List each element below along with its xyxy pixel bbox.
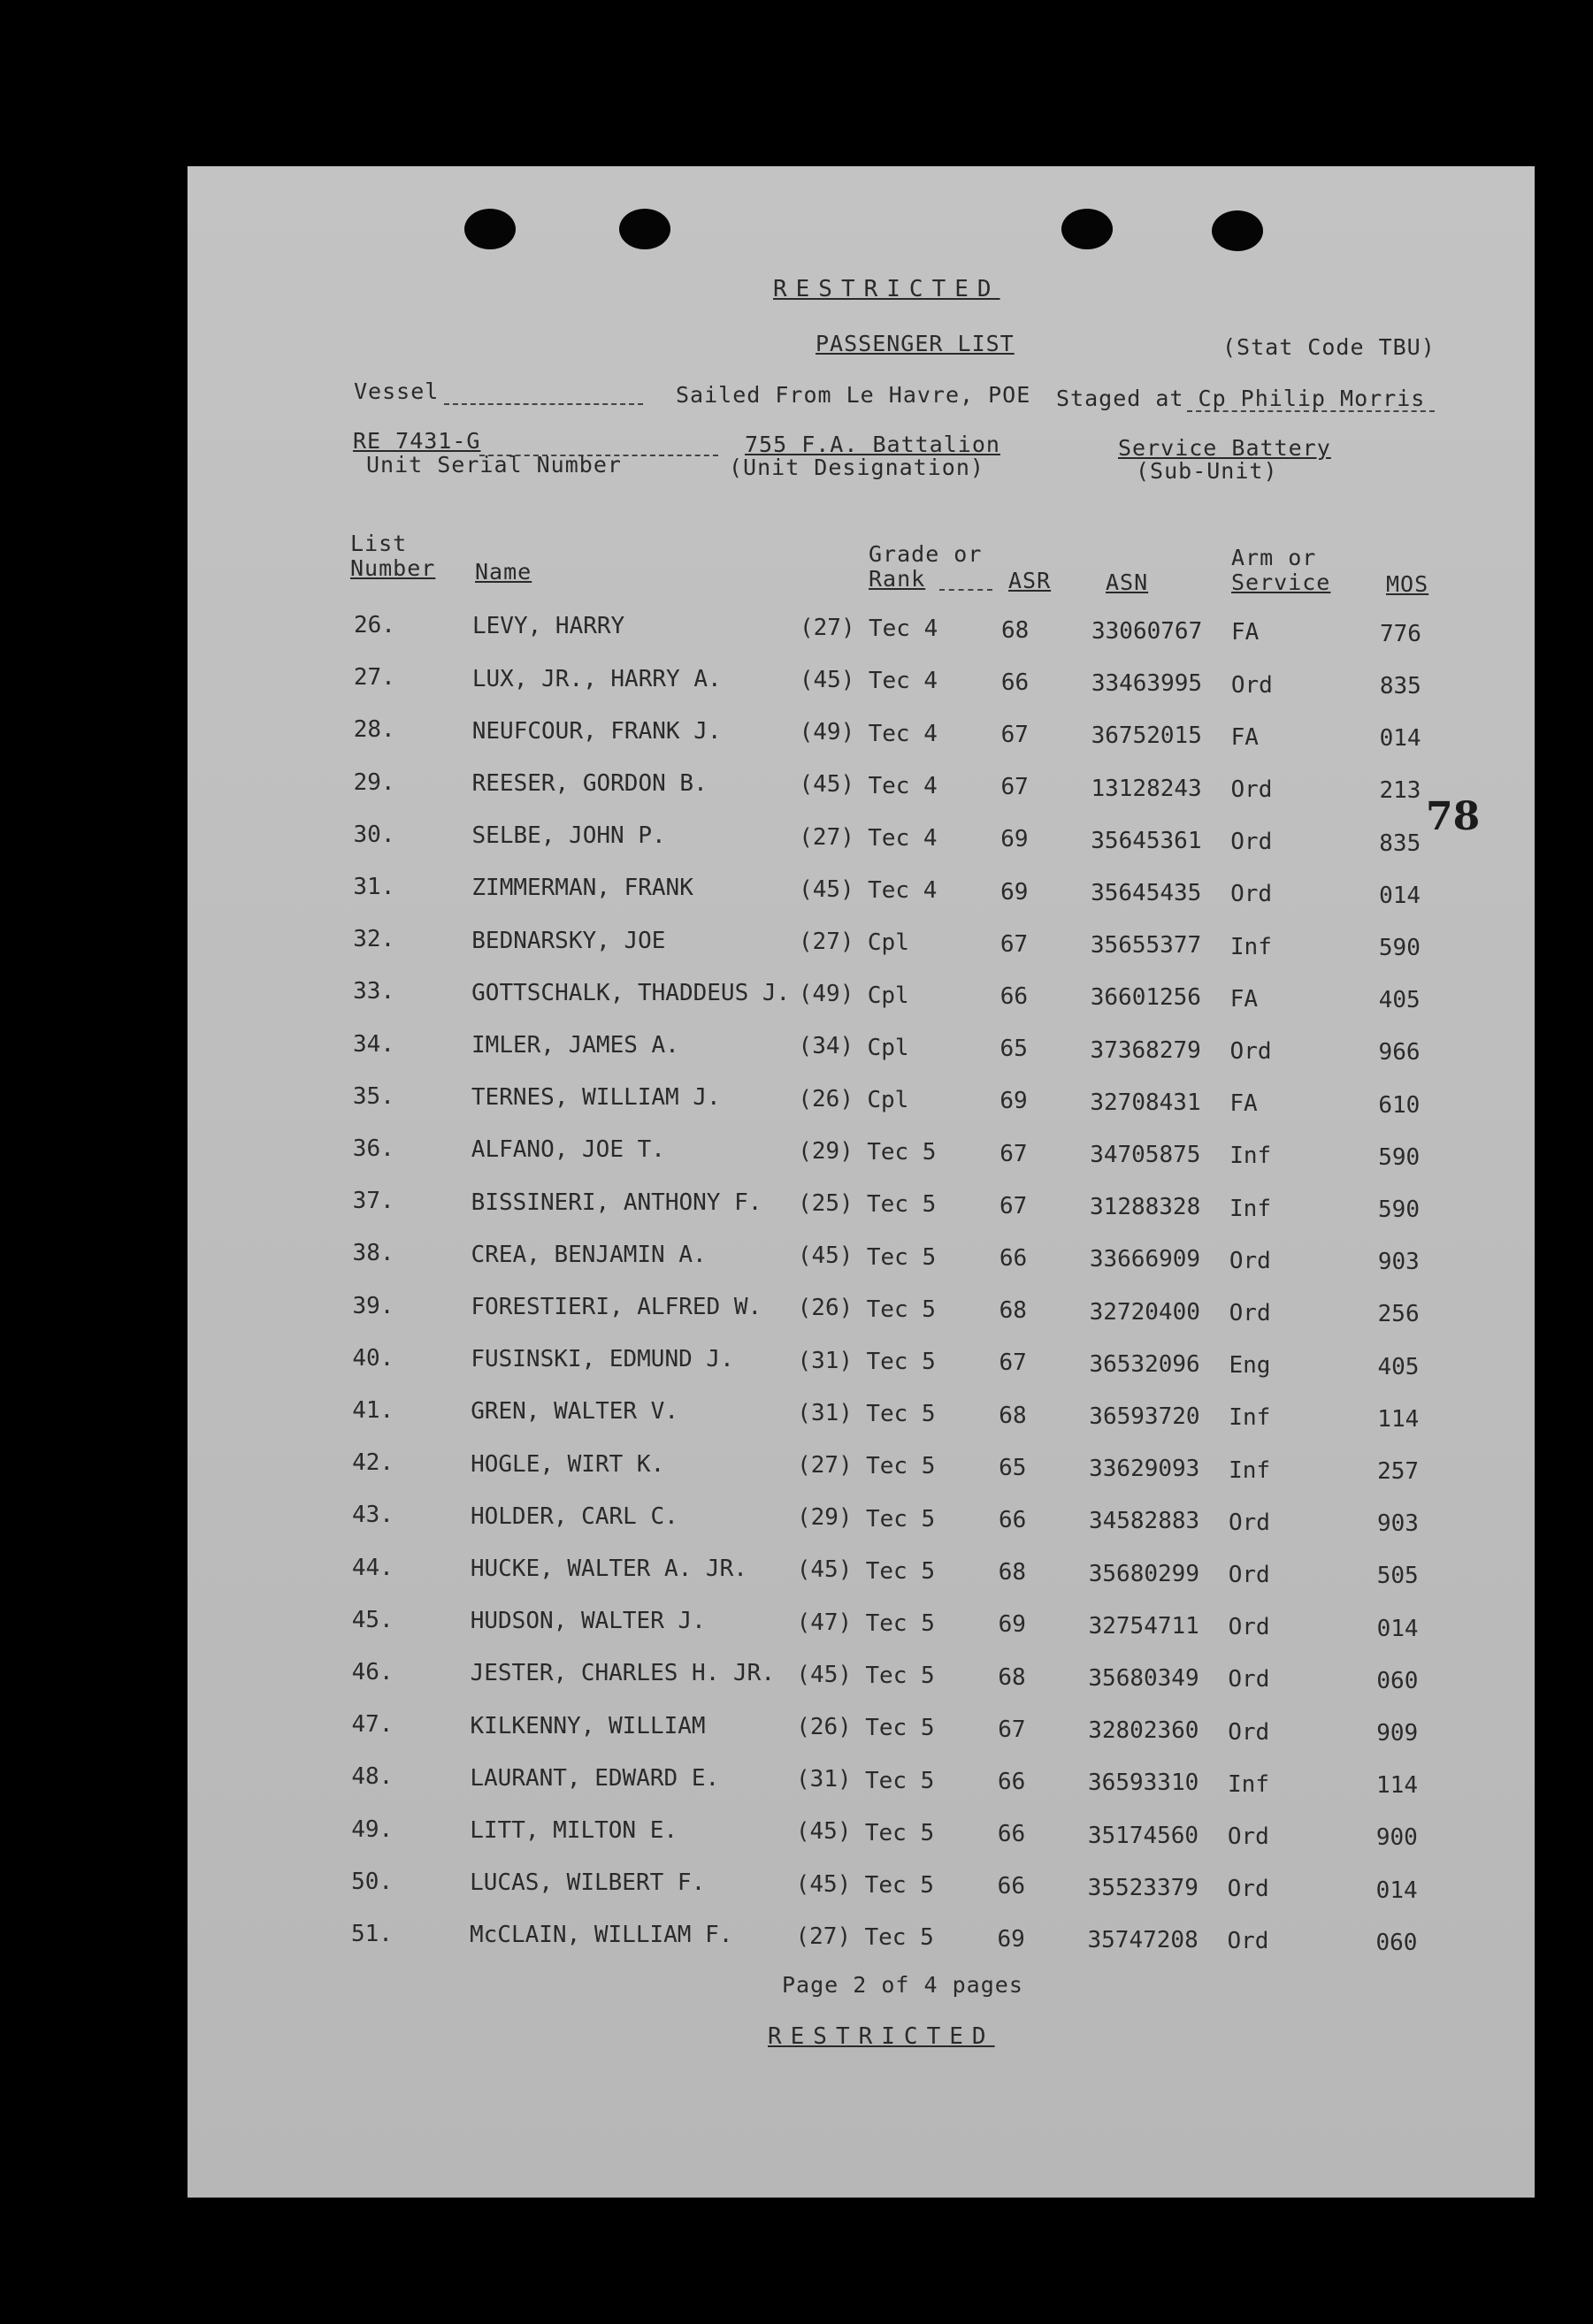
list-number: 35.	[352, 1082, 394, 1110]
mos-code: 776	[1380, 620, 1421, 647]
grade-rank: Tec 5	[866, 1296, 936, 1323]
passenger-name: LEVY, HARRY	[472, 613, 625, 640]
arm-service: Ord	[1229, 1299, 1271, 1326]
list-number: 34.	[353, 1030, 394, 1058]
asn-value: 35680349	[1088, 1665, 1199, 1692]
table-row	[188, 874, 1535, 909]
age-code: (34)	[798, 1033, 854, 1060]
passenger-name: LITT, MILTON E.	[470, 1816, 678, 1844]
col-header-grade-1: Grade or	[869, 541, 983, 567]
arm-service: Inf	[1229, 1195, 1271, 1222]
list-number: 47.	[351, 1711, 394, 1739]
table-row	[188, 926, 1535, 961]
punch-hole	[464, 209, 516, 249]
grade-header-line	[939, 589, 992, 591]
sailed-from: Sailed From Le Havre, POE	[676, 382, 1031, 408]
passenger-name: BISSINERI, ANTHONY F.	[471, 1189, 762, 1216]
mos-code: 900	[1375, 1824, 1418, 1852]
asr-value: 66	[998, 1506, 1027, 1533]
table-row	[188, 1555, 1535, 1590]
table-row	[188, 822, 1535, 857]
grade-rank: Tec 5	[864, 1924, 934, 1952]
asn-value: 13128243	[1091, 775, 1202, 802]
asn-value: 35523379	[1087, 1874, 1199, 1901]
table-row	[188, 978, 1535, 1013]
age-code: (45)	[795, 1818, 852, 1846]
table-row	[188, 1711, 1535, 1747]
passenger-name: FUSINSKI, EDMUND J.	[471, 1346, 734, 1373]
grade-rank: Tec 4	[868, 720, 938, 747]
sub-unit-value: Service Battery	[1118, 435, 1331, 461]
age-code: (27)	[798, 928, 854, 955]
mos-code: 014	[1379, 882, 1421, 909]
list-number: 46.	[351, 1659, 394, 1686]
asr-value: 67	[998, 1716, 1026, 1743]
arm-service: FA	[1231, 619, 1260, 646]
col-header-asr: ASR	[1008, 568, 1052, 593]
table-row	[188, 1083, 1535, 1119]
staged-at-line	[1187, 410, 1435, 412]
passenger-name: McCLAIN, WILLIAM F.	[470, 1922, 733, 1949]
age-code: (27)	[795, 1923, 852, 1950]
list-number: 48.	[351, 1763, 394, 1791]
asr-value: 66	[997, 1873, 1025, 1900]
table-row	[188, 612, 1535, 647]
grade-rank: Tec 5	[865, 1767, 935, 1794]
asr-value: 65	[999, 1454, 1027, 1481]
asr-value: 66	[997, 1821, 1026, 1848]
passenger-name: GOTTSCHALK, THADDEUS J.	[471, 979, 791, 1006]
age-code: (45)	[796, 1661, 853, 1688]
asn-value: 36532096	[1089, 1350, 1200, 1378]
asn-value: 36593310	[1088, 1770, 1199, 1797]
passenger-name: NEUFCOUR, FRANK J.	[471, 717, 722, 745]
grade-rank: Tec 4	[868, 772, 938, 799]
list-number: 37.	[352, 1188, 394, 1215]
table-row	[188, 664, 1535, 699]
table-row	[188, 1449, 1535, 1485]
age-code: (27)	[797, 1451, 853, 1479]
col-header-list-2: Number	[350, 555, 436, 581]
grade-rank: Tec 4	[868, 877, 938, 905]
col-header-mos: MOS	[1386, 571, 1429, 597]
asn-value: 33060767	[1091, 618, 1203, 645]
arm-service: Ord	[1229, 1037, 1272, 1065]
asn-value: 35747208	[1087, 1927, 1199, 1953]
arm-service: Ord	[1227, 1928, 1269, 1955]
asr-value: 68	[1001, 616, 1030, 644]
passenger-name: CREA, BENJAMIN A.	[471, 1241, 707, 1268]
asn-value: 32802360	[1088, 1717, 1199, 1745]
passenger-name: HOGLE, WIRT K.	[471, 1450, 665, 1478]
grade-rank: Cpl	[867, 982, 909, 1009]
age-code: (26)	[798, 1085, 854, 1112]
passenger-name: HUDSON, WALTER J.	[470, 1608, 706, 1635]
document-page	[188, 166, 1535, 2198]
arm-service: Ord	[1228, 1614, 1270, 1641]
list-number: 33.	[353, 978, 395, 1005]
table-row	[188, 769, 1535, 805]
mos-code: 257	[1377, 1457, 1420, 1485]
table-row	[188, 1188, 1535, 1223]
age-code: (25)	[798, 1189, 854, 1217]
passenger-name: GREN, WALTER V.	[471, 1398, 678, 1426]
passenger-name: TERNES, WILLIAM J.	[471, 1084, 721, 1112]
age-code: (26)	[797, 1295, 854, 1322]
age-code: (45)	[795, 1870, 852, 1898]
grade-rank: Tec 5	[866, 1243, 937, 1271]
list-number: 42.	[352, 1449, 394, 1477]
list-number: 29.	[353, 768, 395, 796]
grade-rank: Tec 5	[864, 1819, 935, 1846]
age-code: (29)	[798, 1137, 854, 1165]
restricted-heading-bottom: RESTRICTED	[768, 2023, 995, 2050]
asn-value: 33666909	[1089, 1246, 1201, 1273]
age-code: (29)	[796, 1504, 853, 1532]
list-number: 36.	[352, 1135, 394, 1162]
asr-value: 68	[999, 1402, 1027, 1429]
mos-code: 903	[1377, 1249, 1420, 1276]
list-number: 45.	[351, 1606, 394, 1633]
mos-code: 835	[1379, 829, 1421, 857]
passenger-name: HOLDER, CARL C.	[470, 1502, 678, 1530]
mos-code: 903	[1376, 1510, 1419, 1538]
passenger-name: IMLER, JAMES A.	[471, 1031, 679, 1059]
punch-hole	[1061, 209, 1113, 249]
staged-at: Staged at Cp Philip Morris	[1056, 386, 1426, 411]
table-row	[188, 1397, 1535, 1433]
arm-service: Ord	[1227, 1876, 1269, 1903]
arm-service: FA	[1230, 723, 1259, 751]
table-row	[188, 1345, 1535, 1380]
mos-code: 060	[1376, 1667, 1419, 1694]
age-code: (49)	[798, 981, 854, 1008]
mos-code: 060	[1375, 1929, 1418, 1956]
asn-value: 36593720	[1089, 1403, 1200, 1430]
list-number: 30.	[353, 821, 395, 848]
grade-rank: Tec 5	[866, 1348, 936, 1375]
asn-value: 32708431	[1090, 1089, 1201, 1116]
unit-serial-label: Unit Serial Number	[366, 452, 622, 478]
grade-rank: Tec 5	[866, 1401, 936, 1428]
list-number: 50.	[351, 1868, 394, 1895]
asn-value: 36601256	[1090, 984, 1201, 1012]
asn-value: 33629093	[1089, 1456, 1200, 1483]
list-number: 38.	[352, 1240, 394, 1267]
passenger-name: JESTER, CHARLES H. JR.	[470, 1660, 775, 1687]
passenger-list-title: PASSENGER LIST	[816, 331, 1015, 356]
list-number: 28.	[353, 716, 395, 744]
arm-service: Ord	[1230, 671, 1273, 699]
arm-service: FA	[1229, 1090, 1258, 1118]
vessel-blank	[444, 403, 643, 405]
unit-designation-label: (Unit Designation)	[729, 455, 984, 480]
list-number: 32.	[353, 926, 395, 953]
asn-value: 31288328	[1090, 1194, 1201, 1221]
grade-rank: Tec 5	[865, 1557, 936, 1585]
passenger-name: ZIMMERMAN, FRANK	[471, 875, 693, 902]
age-code: (27)	[800, 614, 855, 641]
mos-code: 114	[1377, 1405, 1420, 1433]
handwritten-note: 78	[1426, 794, 1481, 839]
arm-service: Inf	[1229, 933, 1272, 960]
mos-code: 114	[1376, 1772, 1418, 1800]
arm-service: Ord	[1228, 1561, 1270, 1588]
grade-rank: Tec 5	[867, 1191, 937, 1219]
mos-code: 014	[1379, 725, 1421, 753]
passenger-name: SELBE, JOHN P.	[471, 822, 666, 850]
age-code: (49)	[799, 719, 855, 746]
age-code: (26)	[796, 1713, 852, 1740]
mos-code: 610	[1378, 1091, 1421, 1119]
asn-value: 35174560	[1087, 1822, 1199, 1849]
arm-service: Ord	[1228, 1509, 1270, 1536]
arm-service: Ord	[1227, 1823, 1269, 1850]
asn-value: 35645361	[1091, 827, 1202, 854]
asn-value: 35645435	[1091, 880, 1202, 906]
list-number: 31.	[353, 874, 395, 900]
passenger-name: HUCKE, WALTER A. JR.	[470, 1555, 747, 1582]
grade-rank: Tec 4	[868, 668, 938, 695]
grade-rank: Cpl	[867, 1086, 909, 1113]
restricted-heading-top: RESTRICTED	[773, 276, 1000, 302]
mos-code: 014	[1375, 1877, 1418, 1904]
table-row	[188, 1921, 1535, 1956]
passenger-name: ALFANO, JOE T.	[471, 1136, 665, 1164]
passenger-name: LUCAS, WILBERT F.	[470, 1869, 706, 1897]
list-number: 41.	[352, 1397, 394, 1424]
arm-service: Ord	[1229, 1247, 1271, 1274]
list-number: 39.	[352, 1292, 394, 1319]
table-row	[188, 1607, 1535, 1642]
table-row	[188, 1135, 1535, 1171]
asr-value: 65	[999, 1036, 1028, 1063]
asn-value: 33463995	[1091, 670, 1203, 698]
table-row	[188, 1763, 1535, 1799]
col-header-name: Name	[475, 559, 532, 585]
mos-code: 966	[1378, 1039, 1421, 1066]
list-number: 40.	[352, 1344, 394, 1372]
arm-service: Inf	[1229, 1404, 1271, 1432]
mos-code: 405	[1377, 1353, 1420, 1380]
age-code: (31)	[796, 1766, 852, 1793]
list-number: 43.	[351, 1502, 394, 1529]
arm-service: Ord	[1228, 1718, 1270, 1746]
asn-value: 35655377	[1090, 932, 1202, 959]
grade-rank: Tec 4	[869, 615, 938, 643]
age-code: (45)	[796, 1556, 853, 1584]
arm-service: Ord	[1230, 829, 1273, 856]
grade-rank: Cpl	[867, 1034, 909, 1061]
list-number: 49.	[351, 1816, 394, 1843]
asr-value: 66	[999, 1244, 1028, 1272]
asr-value: 67	[999, 1349, 1027, 1377]
mos-code: 405	[1378, 987, 1421, 1014]
grade-rank: Cpl	[867, 929, 909, 957]
age-code: (31)	[797, 1399, 853, 1426]
mos-code: 590	[1378, 934, 1421, 961]
sub-unit-label: (Sub-Unit)	[1136, 458, 1278, 484]
punch-hole	[619, 209, 670, 249]
age-code: (45)	[797, 1242, 854, 1270]
list-number: 51.	[351, 1921, 393, 1947]
col-header-arm-1: Arm or	[1231, 545, 1317, 570]
page-info: Page 2 of 4 pages	[782, 1972, 1023, 1998]
table-row	[188, 1293, 1535, 1328]
grade-rank: Tec 5	[865, 1663, 935, 1690]
arm-service: Eng	[1229, 1352, 1271, 1380]
asr-value: 67	[999, 1140, 1028, 1167]
arm-service: Ord	[1228, 1666, 1270, 1693]
list-number: 44.	[351, 1554, 394, 1581]
asn-value: 36752015	[1091, 722, 1202, 750]
age-code: (45)	[799, 875, 854, 903]
asr-value: 68	[998, 1663, 1026, 1691]
asr-value: 67	[1000, 774, 1029, 801]
age-code: (45)	[799, 666, 855, 693]
asn-value: 34705875	[1090, 1142, 1201, 1168]
table-row	[188, 1659, 1535, 1694]
punch-hole	[1212, 210, 1263, 251]
vessel-label: Vessel	[354, 378, 440, 404]
age-code: (45)	[799, 771, 855, 799]
passenger-name: LUX, JR., HARRY A.	[471, 665, 722, 692]
passenger-name: REESER, GORDON B.	[471, 769, 708, 797]
asr-value: 67	[999, 930, 1029, 958]
passenger-name: FORESTIERI, ALFRED W.	[471, 1293, 762, 1320]
table-row	[188, 1031, 1535, 1066]
unit-designation-value: 755 F.A. Battalion	[745, 432, 1000, 457]
asr-value: 68	[998, 1559, 1027, 1586]
mos-code: 909	[1376, 1719, 1419, 1747]
asr-value: 66	[1000, 669, 1030, 696]
col-header-asn: ASN	[1106, 570, 1149, 595]
asr-value: 69	[1000, 826, 1029, 853]
arm-service: Ord	[1230, 881, 1273, 908]
grade-rank: Tec 5	[866, 1453, 936, 1480]
grade-rank: Tec 5	[865, 1715, 935, 1742]
passenger-name: BEDNARSKY, JOE	[471, 927, 666, 954]
asr-value: 67	[1000, 721, 1029, 748]
passenger-name: KILKENNY, WILLIAM	[470, 1712, 706, 1739]
asr-value: 66	[999, 982, 1029, 1010]
col-header-arm-2: Service	[1231, 570, 1331, 595]
grade-rank: Tec 5	[867, 1139, 937, 1166]
col-header-list-1: List	[350, 531, 408, 556]
age-code: (27)	[799, 823, 854, 851]
grade-rank: Tec 5	[865, 1505, 936, 1533]
col-header-grade-2: Rank	[869, 566, 926, 592]
mos-code: 590	[1378, 1196, 1420, 1223]
table-row	[188, 716, 1535, 752]
table-row	[188, 1240, 1535, 1275]
asr-value: 68	[999, 1297, 1027, 1325]
asn-value: 32720400	[1089, 1298, 1200, 1326]
asn-value: 34582883	[1088, 1508, 1200, 1535]
passenger-name: LAURANT, EDWARD E.	[470, 1764, 720, 1792]
age-code: (31)	[797, 1347, 854, 1374]
stat-code: (Stat Code TBU)	[1222, 334, 1436, 360]
arm-service: FA	[1229, 985, 1259, 1013]
grade-rank: Tec 5	[864, 1871, 934, 1899]
arm-service: Inf	[1229, 1456, 1271, 1484]
asr-value: 69	[998, 1611, 1026, 1639]
asr-value: 69	[997, 1925, 1025, 1953]
mos-code: 505	[1376, 1563, 1419, 1590]
grade-rank: Tec 4	[868, 824, 938, 852]
asn-value: 35680299	[1088, 1560, 1199, 1587]
asr-value: 66	[998, 1768, 1026, 1795]
mos-code: 256	[1377, 1301, 1420, 1328]
age-code: (47)	[796, 1609, 853, 1636]
table-row	[188, 1502, 1535, 1537]
table-row	[188, 1869, 1535, 1904]
asr-value: 69	[1000, 878, 1029, 906]
mos-code: 014	[1376, 1615, 1419, 1642]
arm-service: Ord	[1230, 776, 1273, 803]
arm-service: Inf	[1229, 1143, 1272, 1170]
asr-value: 67	[999, 1192, 1028, 1219]
unit-serial-value: RE 7431-G	[353, 428, 481, 454]
asn-value: 32754711	[1088, 1612, 1199, 1640]
mos-code: 835	[1379, 672, 1421, 699]
grade-rank: Tec 5	[865, 1609, 935, 1637]
asn-value: 37368279	[1090, 1036, 1201, 1064]
asr-value: 69	[999, 1088, 1028, 1115]
list-number: 26.	[354, 612, 395, 638]
mos-code: 590	[1378, 1143, 1421, 1171]
list-number: 27.	[353, 664, 395, 692]
arm-service: Inf	[1228, 1770, 1269, 1798]
mos-code: 213	[1379, 777, 1421, 805]
table-row	[188, 1816, 1535, 1852]
